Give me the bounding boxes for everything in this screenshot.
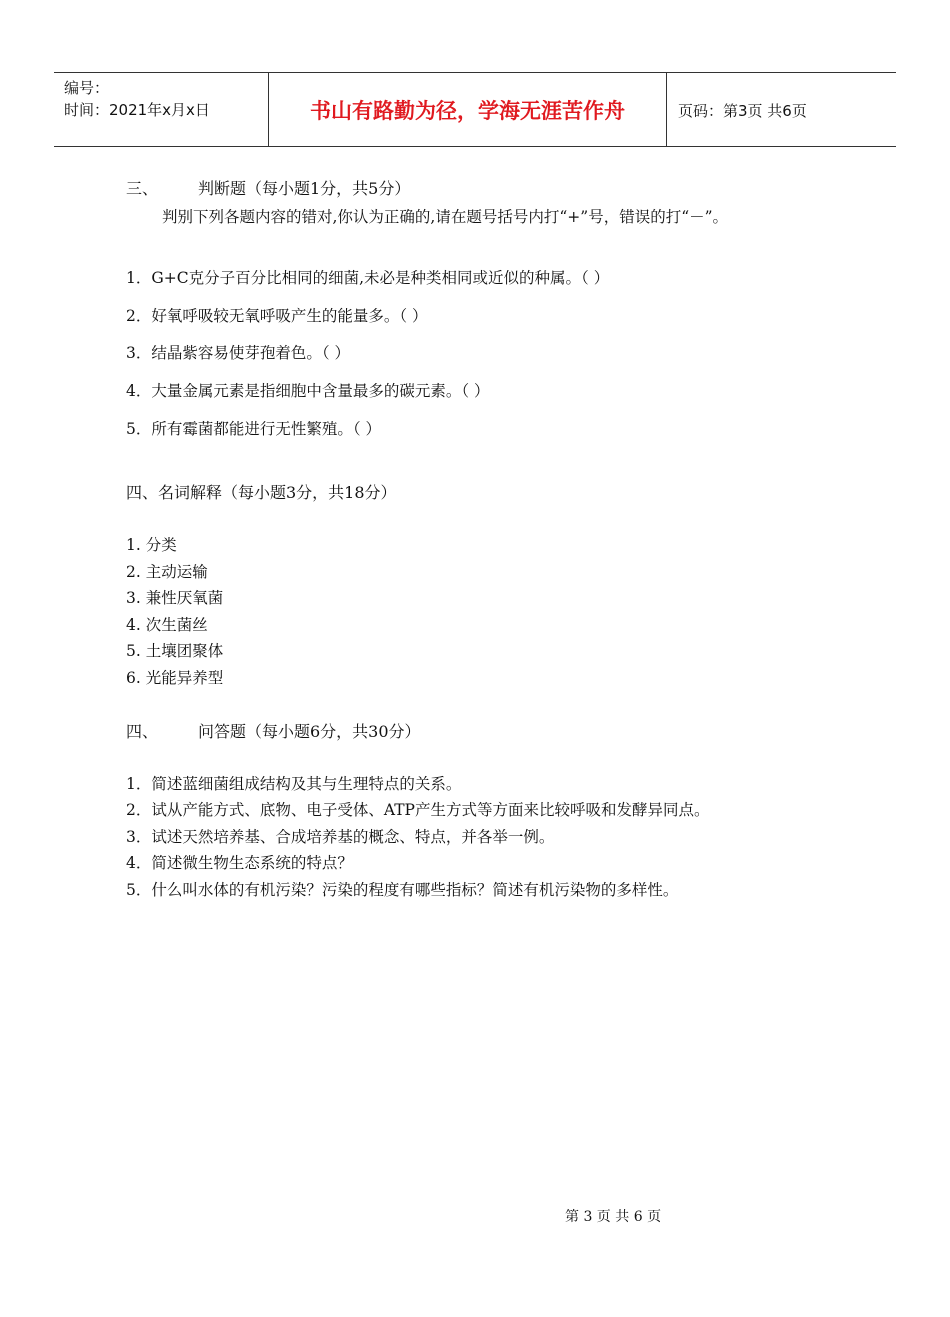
header-meta [64,77,210,121]
term-item: 5. 土壤团聚体 [126,642,224,660]
question-item: 4．大量金属元素是指细胞中含量最多的碳元素。（ ） [126,382,490,400]
question-item: 1．G+C克分子百分比相同的细菌,未必是种类相同或近似的种属。（ ） [126,269,610,287]
section-4b-title: 问答题（每小题6分，共30分） [198,722,421,741]
question-item: 2．好氧呼吸较无氧呼吸产生的能量多。（ ） [126,307,428,325]
section-4a-heading: 四、名词解释（每小题3分，共18分） [126,483,397,502]
page-header [54,72,896,147]
term-item: 2. 主动运输 [126,563,208,581]
section-4b-number: 四、 [126,722,159,741]
section-3-instruction: 判别下列各题内容的错对,你认为正确的,请在题号括号内打“+”号，错误的打“－”。 [162,208,729,226]
header-divider [666,73,667,146]
number-label: 编号： [64,79,110,97]
question-item: 5．什么叫水体的有机污染？污染的程度有哪些指标？简述有机污染物的多样性。 [126,881,679,899]
page-footer: 第 3 页 共 6 页 [565,1209,662,1225]
question-item: 1．简述蓝细菌组成结构及其与生理特点的关系。 [126,775,462,793]
time-label: 时间：2021年x月x日 [64,101,210,119]
section-3-title: 判断题（每小题1分，共5分） [198,179,411,198]
question-item: 2．试从产能方式、底物、电子受体、ATP产生方式等方面来比较呼吸和发酵异同点。 [126,801,710,819]
term-item: 4. 次生菌丝 [126,616,208,634]
header-motto: 书山有路勤为径，学海无涯苦作舟 [310,98,625,123]
section-3-heading [126,179,410,199]
term-item: 6. 光能异养型 [126,669,224,687]
term-item: 3. 兼性厌氧菌 [126,589,224,607]
question-item: 3．结晶紫容易使芽孢着色。（ ） [126,344,351,362]
question-item: 5．所有霉菌都能进行无性繁殖。（ ） [126,420,382,438]
question-item: 4．简述微生物生态系统的特点？ [126,854,353,872]
question-item: 3．试述天然培养基、合成培养基的概念、特点，并各举一例。 [126,828,555,846]
section-3-number: 三、 [126,179,159,198]
term-item: 1. 分类 [126,536,177,554]
section-4b-heading [126,722,421,742]
header-page-label: 页码：第3页 共6页 [678,102,807,120]
